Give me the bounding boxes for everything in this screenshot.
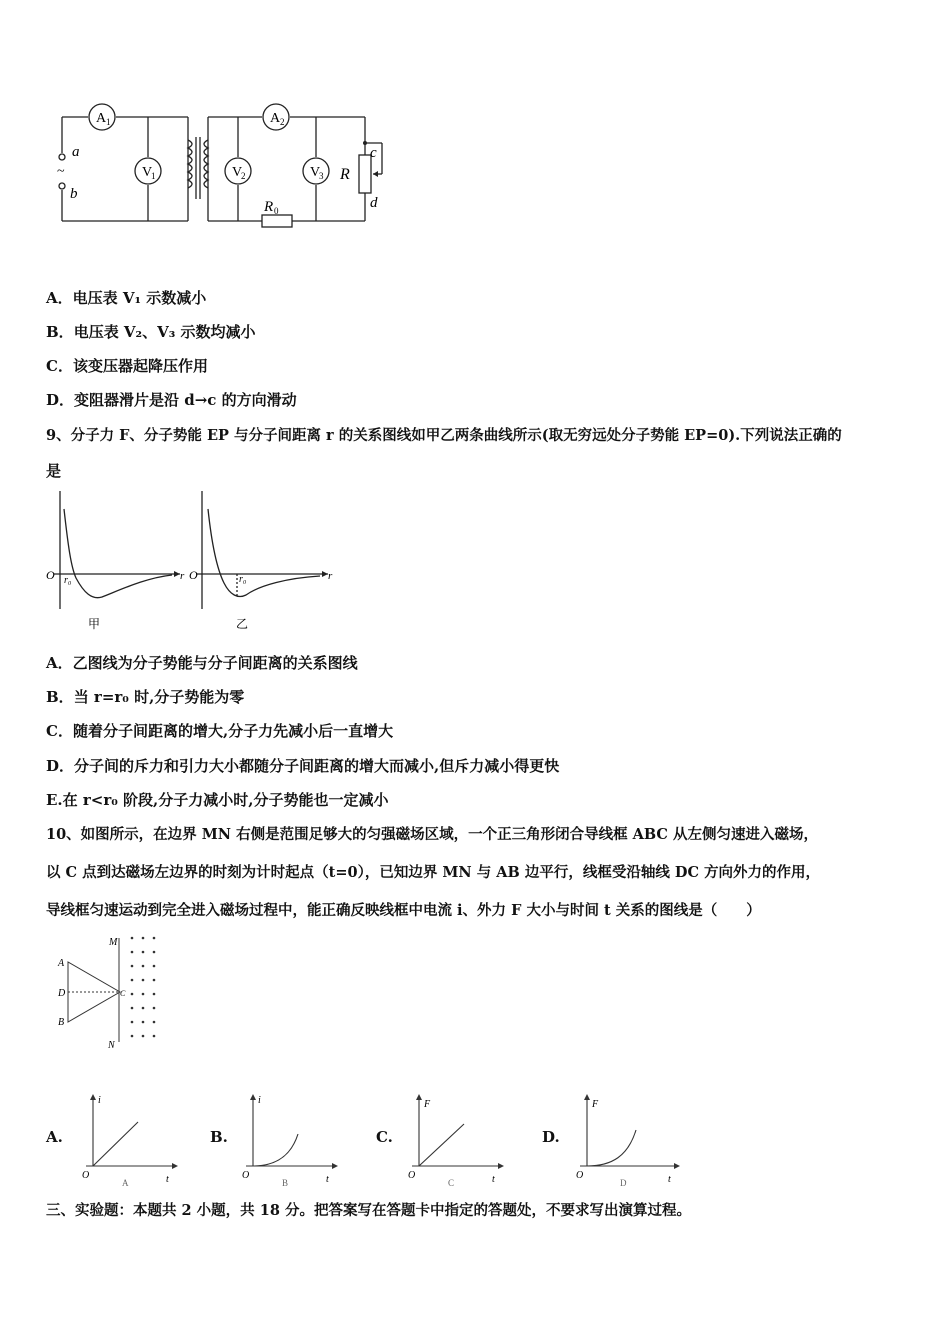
v2-label: V [232, 165, 243, 180]
q10-stem-line2: 以 C 点到达磁场左边界的时刻为计时起点（t=0），已知边界 MN 与 AB 边平行，线框受沿轴线 DC 方向外力的作用， [46, 864, 821, 881]
molecular-force-graph-jia [40, 485, 190, 635]
choice-c-sub: C [448, 1178, 455, 1186]
q10-choice-b-label[interactable]: B. [210, 1128, 228, 1146]
c-label: c [370, 145, 377, 161]
a2-label: A [270, 111, 281, 126]
a1-sub: 1 [106, 117, 111, 127]
choice-b-origin: O [242, 1170, 250, 1181]
label-n: N [108, 1040, 115, 1051]
jia-caption: 甲 [88, 617, 101, 631]
choice-a-xaxis: t [166, 1174, 169, 1185]
transformer-circuit-diagram [40, 95, 400, 245]
q9-option-a[interactable]: A．乙图线为分子势能与分子间距离的关系图线 [46, 654, 358, 672]
molecular-force-graph-yi [188, 485, 338, 635]
choice-c-origin: O [408, 1170, 416, 1181]
yi-caption: 乙 [236, 617, 249, 631]
choice-c-xaxis: t [492, 1174, 495, 1185]
yi-r0: r₀ [239, 574, 247, 585]
jia-r-axis: r [180, 570, 185, 582]
choice-d-yaxis: F [592, 1099, 599, 1110]
choice-a-yaxis: i [98, 1095, 101, 1106]
q10-choice-a-label[interactable]: A. [46, 1128, 63, 1146]
v1-label: V [142, 165, 153, 180]
v1-sub: 1 [151, 171, 156, 181]
terminal-a-label: a [72, 144, 80, 160]
v3-sub: 3 [319, 171, 324, 181]
q10-stem-line3: 导线框匀速运动到完全进入磁场过程中，能正确反映线框中电流 i、外力 F 大小与时间 t 关系的图线是（ ） [46, 902, 761, 919]
label-d: D [58, 988, 66, 999]
q9-stem-line1: 9、分子力 F、分子势能 EP 与分子间距离 r 的关系图线如甲乙两条曲线所示(取无穷远处分子势能 EP=0).下列说法正确的 [46, 427, 842, 444]
q8-option-d[interactable]: D．变阻器滑片是沿 d→c 的方向滑动 [46, 391, 297, 409]
ac-source-symbol: ~ [57, 164, 65, 179]
yi-r-axis: r [328, 570, 333, 582]
choice-a-sub: A [122, 1178, 129, 1186]
label-m: M [109, 937, 118, 948]
q8-option-c[interactable]: C．该变压器起降压作用 [46, 357, 208, 375]
yi-origin: O [189, 568, 198, 582]
choice-b-yaxis: i [258, 1095, 261, 1106]
q9-stem-line2: 是 [46, 462, 62, 480]
q9-option-b[interactable]: B．当 r=r₀ 时,分子势能为零 [46, 688, 245, 706]
d-label: d [370, 195, 378, 211]
choice-d-xaxis: t [668, 1174, 671, 1185]
jia-r0: r₀ [64, 575, 72, 586]
terminal-b-label: b [70, 186, 78, 202]
a1-label: A [96, 111, 107, 126]
label-a: A [58, 958, 65, 969]
q10-choice-d-label[interactable]: D. [542, 1128, 560, 1146]
q10-choice-d-graph[interactable] [570, 1090, 685, 1186]
q8-option-b[interactable]: B．电压表 V₂、V₃ 示数均减小 [46, 323, 256, 341]
q10-stem-line1: 10、如图所示，在边界 MN 右侧是范围足够大的匀强磁场区域，一个正三角形闭合导线框 ABC 从左侧匀速进入磁场， [46, 826, 818, 843]
r-label: R [340, 166, 350, 183]
r0-label: R [264, 199, 274, 215]
r0-sub: 0 [274, 206, 279, 216]
q10-choice-c-label[interactable]: C. [376, 1128, 393, 1146]
q9-option-e[interactable]: E.在 r<r₀ 阶段,分子力减小时,分子势能也一定减小 [46, 791, 389, 809]
q9-option-d[interactable]: D．分子间的斥力和引力大小都随分子间距离的增大而减小,但斥力减小得更快 [46, 757, 560, 775]
a2-sub: 2 [280, 117, 285, 127]
label-c: C [120, 989, 126, 998]
choice-b-sub: B [282, 1178, 289, 1186]
v3-label: V [310, 165, 321, 180]
magnetic-field-triangle-figure [50, 930, 170, 1055]
q10-choice-b-graph[interactable] [236, 1090, 346, 1186]
choice-d-origin: O [576, 1170, 584, 1181]
label-b: B [58, 1017, 65, 1028]
section-3-heading: 三、实验题：本题共 2 小题，共 18 分。把答案写在答题卡中指定的答题处，不要求写出演算过程。 [46, 1202, 691, 1219]
choice-c-yaxis: F [424, 1099, 431, 1110]
choice-d-sub: D [620, 1178, 627, 1186]
jia-origin: O [46, 568, 55, 582]
choice-a-origin: O [82, 1170, 90, 1181]
v2-sub: 2 [241, 171, 246, 181]
q9-option-c[interactable]: C．随着分子间距离的增大,分子力先减小后一直增大 [46, 722, 394, 740]
q8-option-a[interactable]: A．电压表 V₁ 示数减小 [46, 289, 207, 307]
q10-choice-c-graph[interactable] [402, 1090, 512, 1186]
q10-choice-a-graph[interactable] [76, 1090, 186, 1186]
choice-b-xaxis: t [326, 1174, 329, 1185]
